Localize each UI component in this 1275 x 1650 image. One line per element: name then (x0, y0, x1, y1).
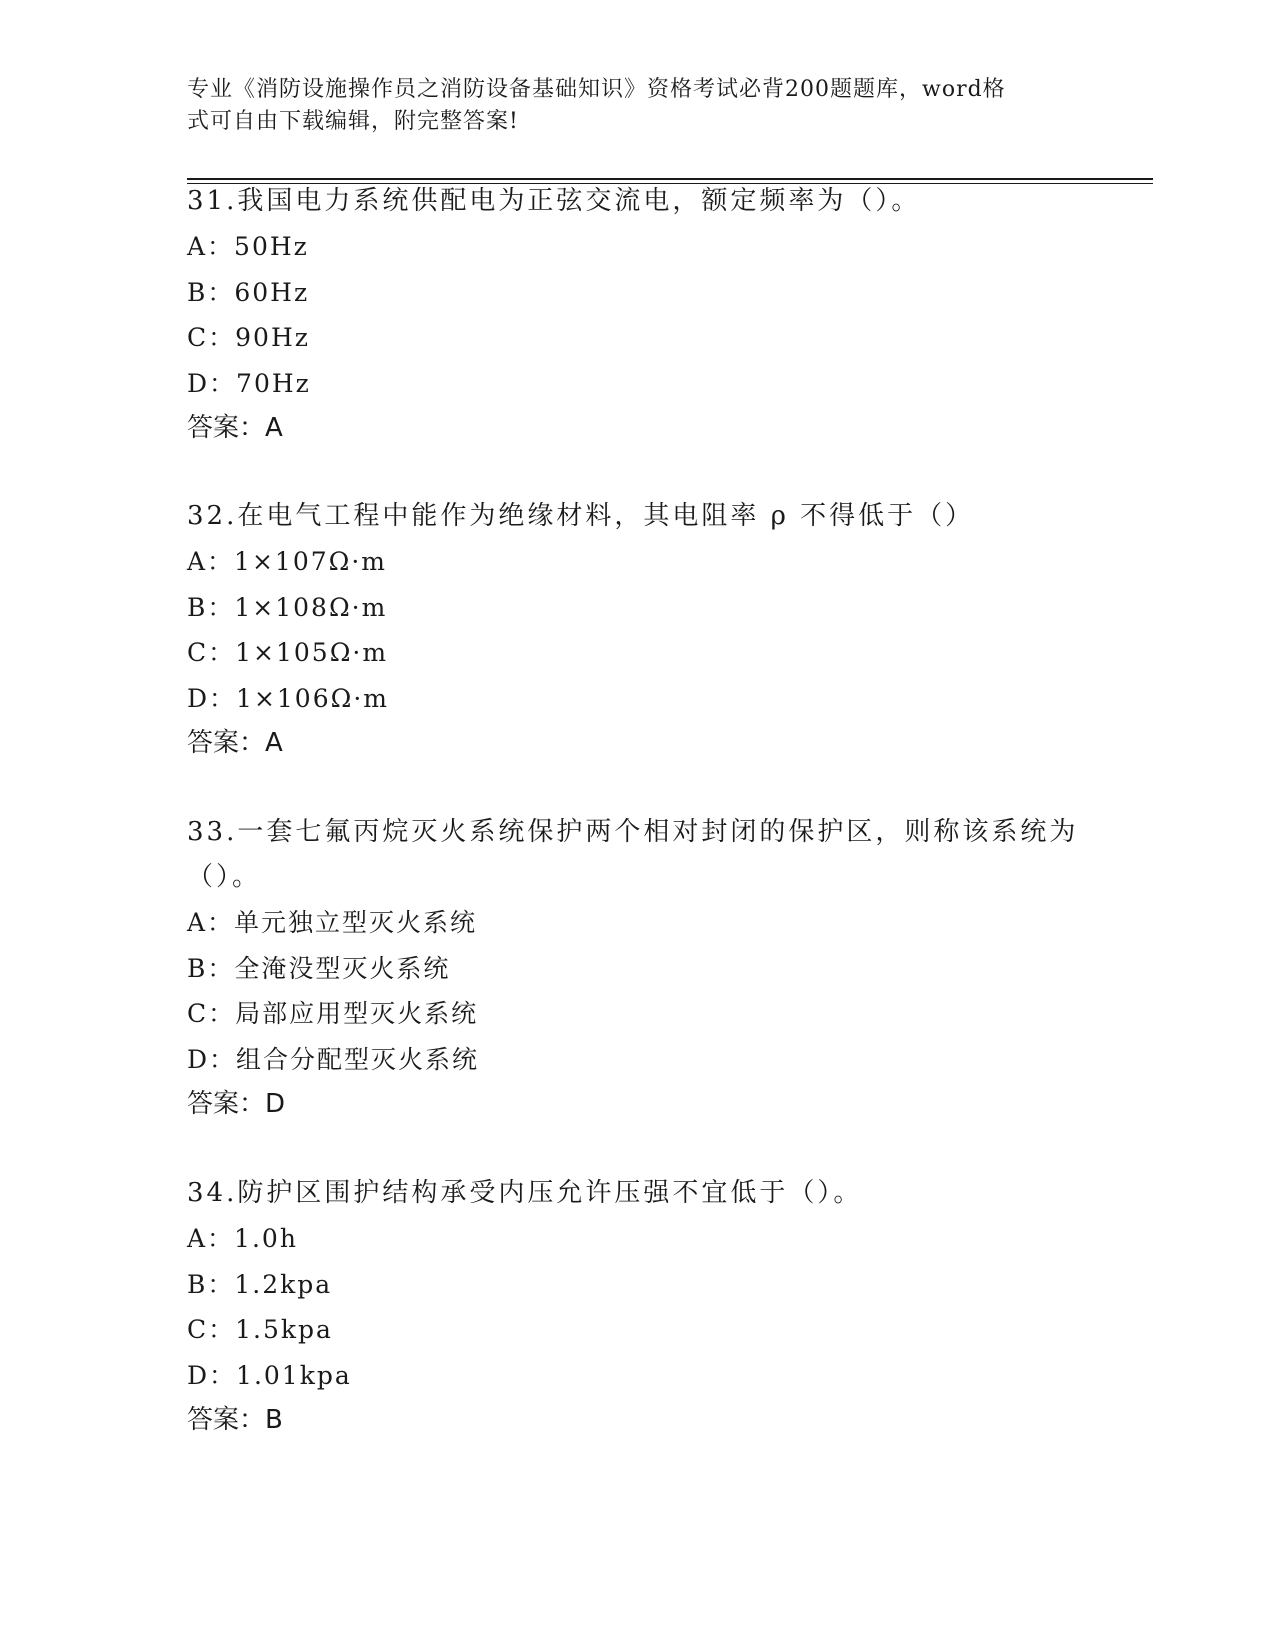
answer: 答案：B (187, 1405, 283, 1435)
option-a: A：1×107Ω·m (187, 547, 388, 576)
option-c: C：1×105Ω·m (187, 638, 389, 667)
option-a: A：50Hz (187, 232, 309, 261)
option-a: A：单元独立型灭火系统 (187, 908, 478, 937)
question-stem-line-1: 33.一套七氟丙烷灭火系统保护两个相对封闭的保护区，则称该系统为 (187, 817, 1079, 847)
answer: 答案：A (187, 413, 283, 443)
answer: 答案：D (187, 1089, 286, 1119)
option-b: B：1×108Ω·m (187, 592, 388, 622)
option-c: C：1.5kpa (187, 1315, 333, 1344)
question-34 (187, 1171, 1087, 1443)
header-line-2: 式可自由下载编辑，附完整答案! (187, 109, 519, 134)
option-d: D：1.01kpa (187, 1360, 352, 1390)
option-b: B：1.2kpa (187, 1269, 333, 1299)
option-d: D：70Hz (187, 368, 311, 398)
option-d: D：组合分配型灭火系统 (187, 1044, 480, 1074)
header-line-1: 专业《消防设施操作员之消防设备基础知识》资格考试必背200题题库，word格 (187, 77, 1006, 102)
option-d: D：1×106Ω·m (187, 683, 389, 713)
option-c: C：90Hz (187, 323, 310, 352)
option-c: C：局部应用型灭火系统 (187, 999, 479, 1028)
question-32 (187, 494, 1087, 766)
answer: 答案：A (187, 728, 283, 758)
question-stem-line-2: （）。 (187, 862, 262, 892)
option-b: B：60Hz (187, 277, 310, 307)
question-stem: 31.我国电力系统供配电为正弦交流电，额定频率为（）。 (187, 186, 921, 216)
question-33 (187, 810, 1087, 1127)
question-stem: 34.防护区围护结构承受内压允许压强不宜低于（）。 (187, 1178, 863, 1208)
option-a: A：1.0h (187, 1224, 298, 1253)
document-header (187, 74, 1067, 138)
question-stem: 32.在电气工程中能作为绝缘材料，其电阻率 ρ 不得低于（） (187, 501, 975, 531)
question-31 (187, 179, 1087, 451)
option-b: B：全淹没型灭火系统 (187, 953, 451, 983)
